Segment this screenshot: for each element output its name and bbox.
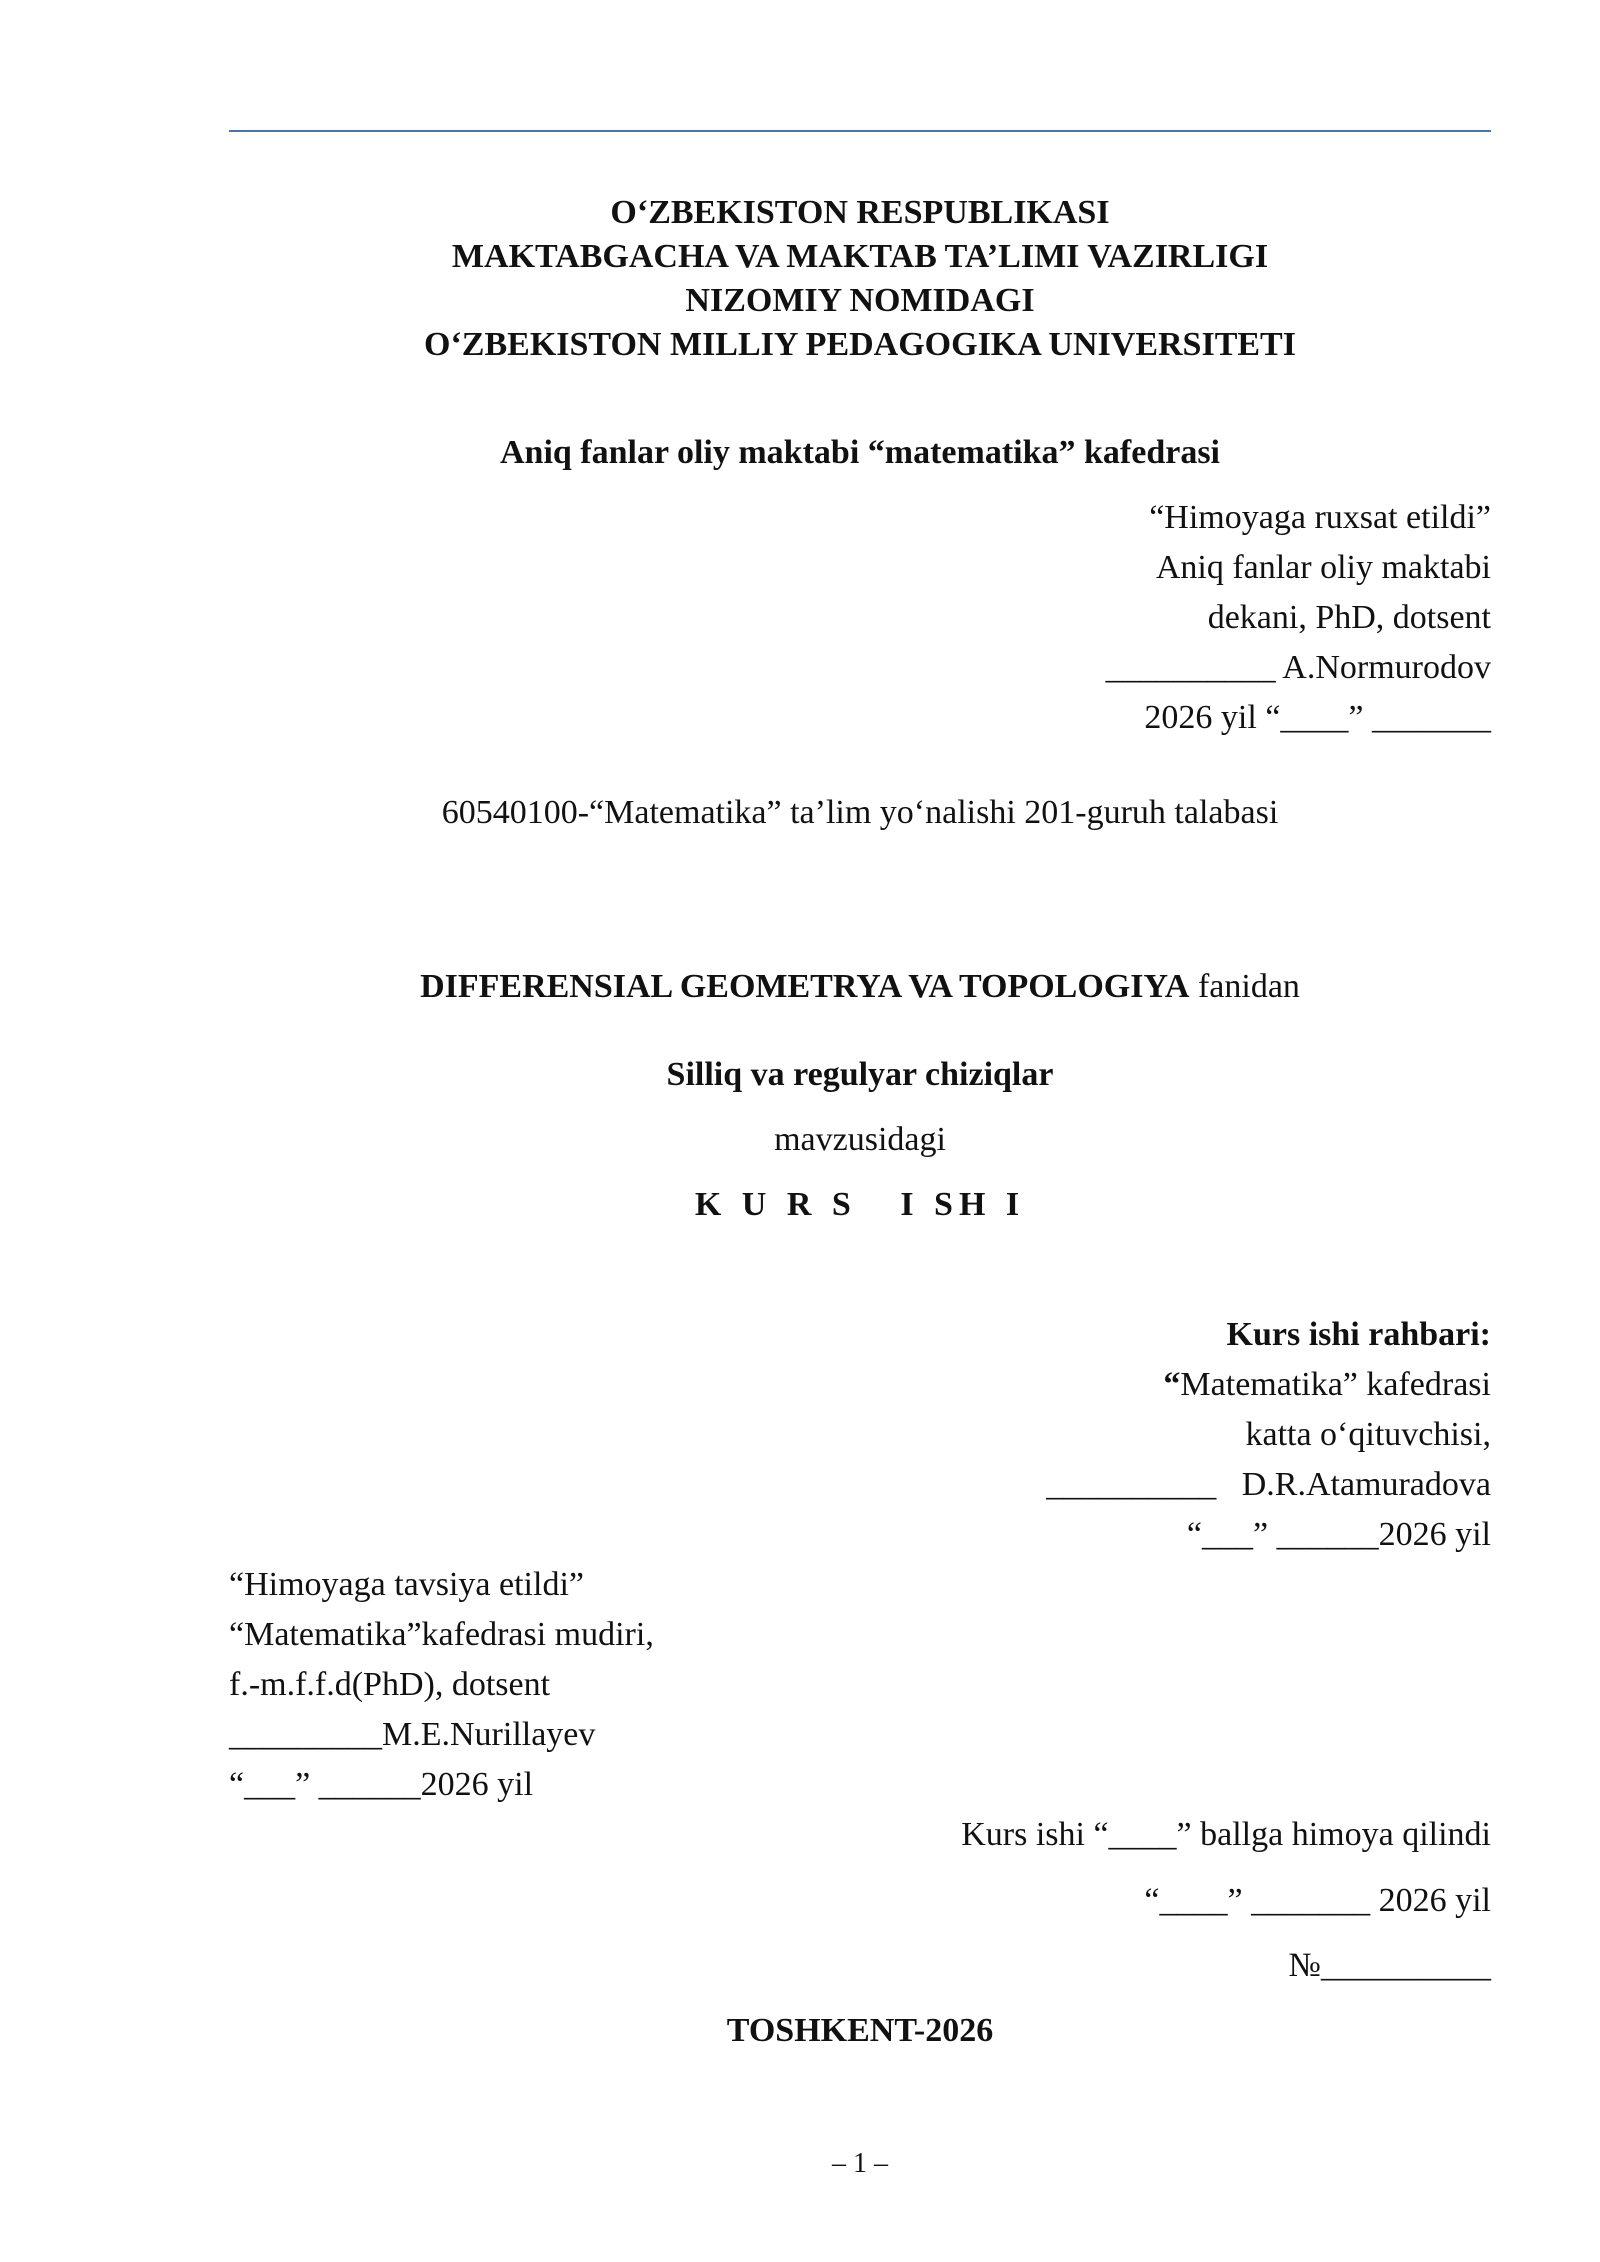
student-info: 60540100-“Matematika” ta’lim yo‘nalishi 201-guruh talabasi: [441, 794, 1279, 831]
subject-suffix: fanidan: [1189, 968, 1300, 1005]
supervisor-line-3: __________ D.R.Atamuradova: [1046, 1466, 1491, 1503]
topic-title: Silliq va regulyar chiziqlar: [666, 1056, 1054, 1093]
recommendation-line-2: “Matematika”kafedrasi mudiri,: [229, 1616, 654, 1653]
header-rule: [229, 130, 1491, 132]
approval-line-5: 2026 yil “____” _______: [1144, 699, 1491, 736]
page-number: – 1 –: [832, 2148, 888, 2179]
ministry-header-line-3: NIZOMIY NOMIDAGI: [685, 282, 1035, 319]
defense-line-1: Kurs ishi “____” ballga himoya qilindi: [961, 1816, 1491, 1853]
city-year: TOSHKENT-2026: [726, 2012, 994, 2049]
recommendation-line-1: “Himoyaga tavsiya etildi”: [229, 1566, 584, 1603]
subject-line: [0, 965, 1600, 1009]
supervisor-line-2: katta o‘qituvchisi,: [1245, 1416, 1491, 1453]
approval-line-1: “Himoyaga ruxsat etildi”: [1149, 499, 1491, 536]
supervisor-heading: Kurs ishi rahbari:: [1226, 1316, 1491, 1353]
supervisor-line-4: “___” ______2026 yil: [1186, 1516, 1491, 1553]
ministry-header-line-1: O‘ZBEKISTON RESPUBLIKASI: [610, 194, 1110, 231]
ministry-header-line-2: MAKTABGACHA VA MAKTAB TA’LIMI VAZIRLIGI: [451, 238, 1269, 275]
ministry-header-line-4: O‘ZBEKISTON MILLIY PEDAGOGIKA UNIVERSITETI: [424, 326, 1296, 363]
supervisor-quote-mark: “: [1163, 1366, 1181, 1403]
supervisor-department: Matematika” kafedrasi: [1180, 1366, 1491, 1403]
topic-suffix: mavzusidagi: [774, 1121, 946, 1158]
approval-line-3: dekani, PhD, dotsent: [1207, 599, 1491, 636]
work-type: K U R S I SH I: [694, 1186, 1026, 1223]
supervisor-line-1: [1163, 1363, 1491, 1407]
recommendation-line-3: f.-m.f.f.d(PhD), dotsent: [229, 1666, 551, 1703]
defense-line-2: “____” _______ 2026 yil: [1144, 1882, 1491, 1919]
subject-name: DIFFERENSIAL GEOMETRYA VA TOPOLOGIYA: [420, 968, 1190, 1005]
approval-line-4: __________ A.Normurodov: [1105, 649, 1491, 686]
recommendation-line-5: “___” ______2026 yil: [229, 1766, 534, 1803]
recommendation-line-4: _________M.E.Nurillayev: [229, 1716, 596, 1753]
approval-line-2: Aniq fanlar oliy maktabi: [1155, 549, 1491, 586]
department-title: Aniq fanlar oliy maktabi “matematika” kafedrasi: [499, 434, 1220, 471]
defense-line-3: №__________: [1288, 1947, 1491, 1984]
